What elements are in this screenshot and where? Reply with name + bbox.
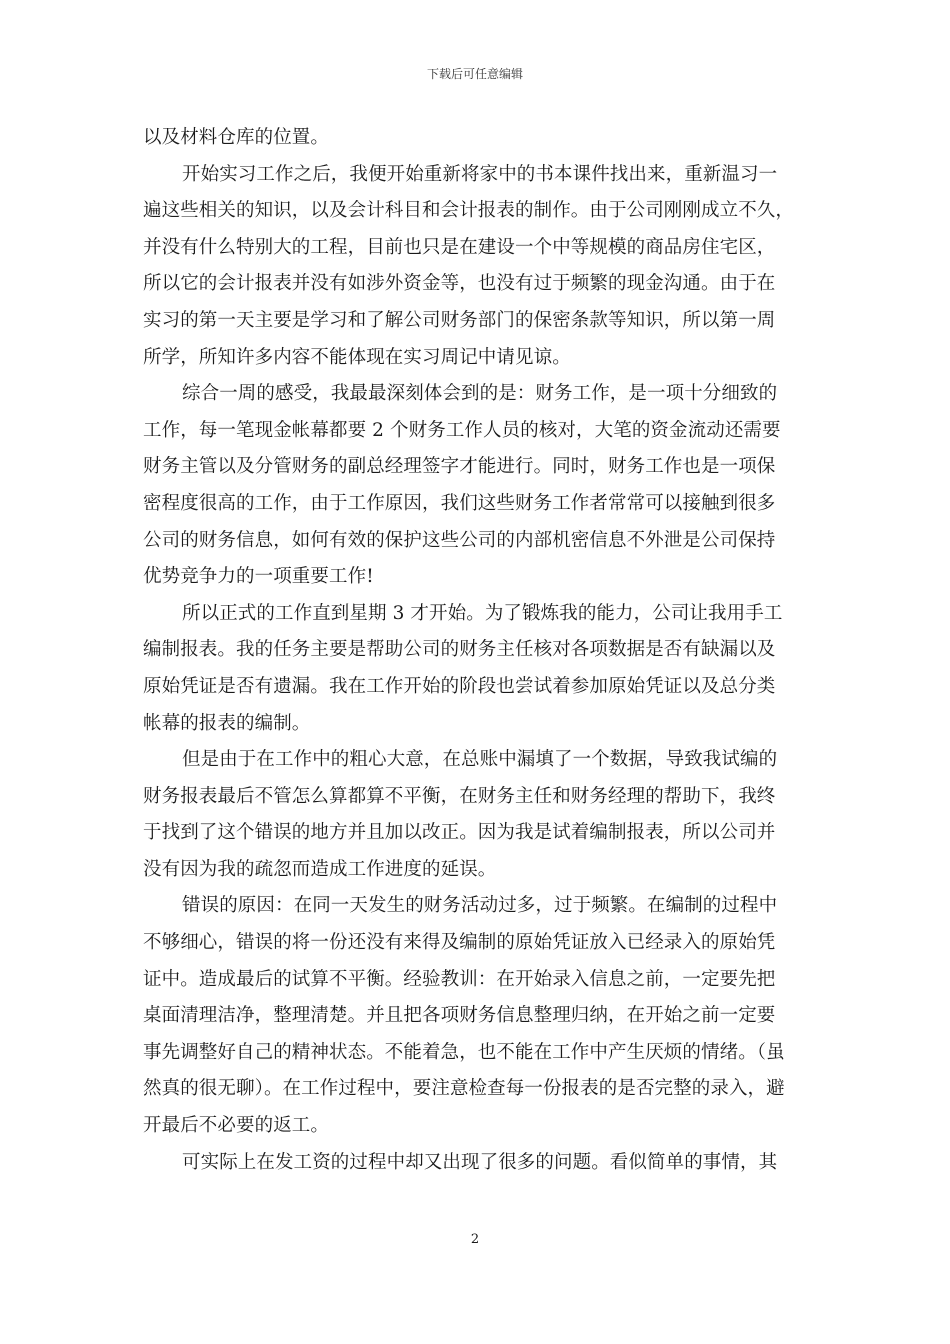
page-header: 下载后可任意编辑 [426, 67, 523, 81]
paragraph-7 [143, 1145, 809, 1182]
document-body [143, 120, 809, 1181]
text-line: 桌面清理洁净，整理清楚。并且把各项财务信息整理归纳，在开始之前一定要 [143, 1005, 776, 1027]
paragraph-6 [143, 888, 809, 1144]
text-line: 开最后不必要的返工。 [143, 1115, 330, 1137]
text-line: 密程度很高的工作，由于工作原因，我们这些财务工作者常常可以接触到很多 [143, 492, 776, 514]
text-line: 所以正式的工作直到星期 3 才开始。为了锻炼我的能力，公司让我用手工 [182, 602, 783, 624]
text-line: 编制报表。我的任务主要是帮助公司的财务主任核对各项数据是否有缺漏以及 [143, 639, 776, 661]
text-line: 优势竞争力的一项重要工作! [143, 566, 374, 588]
text-line: 事先调整好自己的精神状态。不能着急，也不能在工作中产生厌烦的情绪。（虽 [143, 1041, 785, 1063]
text-line: 并没有什么特别大的工程，目前也只是在建设一个中等规模的商品房住宅区， [143, 236, 776, 258]
text-line: 工作，每一笔现金帐幕都要 2 个财务工作人员的核对，大笔的资金流动还需要 [143, 419, 781, 441]
text-line: 可实际上在发工资的过程中却又出现了很多的问题。看似简单的事情，其 [182, 1151, 778, 1173]
text-line: 然真的很无聊）。在工作过程中，要注意检查每一份报表的是否完整的录入，避 [143, 1078, 785, 1100]
text-line: 证中。造成最后的试算不平衡。经验教训：在开始录入信息之前，一定要先把 [143, 968, 776, 990]
text-line: 原始凭证是否有遗漏。我在工作开始的阶段也尝试着参加原始凭证以及总分类 [143, 675, 776, 697]
paragraph-2 [143, 157, 809, 377]
text-line: 开始实习工作之后，我便开始重新将家中的书本课件找出来，重新温习一 [182, 163, 778, 185]
text-line: 错误的原因：在同一天发生的财务活动过多，过于频繁。在编制的过程中 [182, 895, 778, 917]
text-line: 财务报表最后不管怎么算都算不平衡，在财务主任和财务经理的帮助下，我终 [143, 785, 776, 807]
paragraph-4 [143, 596, 809, 742]
text-line: 于找到了这个错误的地方并且加以改正。因为我是试着编制报表，所以公司并 [143, 822, 776, 844]
text-line: 遍这些相关的知识，以及会计科目和会计报表的制作。由于公司刚刚成立不久， [143, 200, 795, 222]
paragraph-1 [143, 120, 809, 157]
text-line: 以及材料仓库的位置。 [143, 127, 330, 148]
text-line: 但是由于在工作中的粗心大意，在总账中漏填了一个数据，导致我试编的 [182, 749, 778, 771]
page-number: 2 [470, 1232, 480, 1247]
text-line: 帐幕的报表的编制。 [143, 712, 311, 734]
text-line: 不够细心，错误的将一份还没有来得及编制的原始凭证放入已经录入的原始凭 [143, 932, 776, 954]
text-line: 财务主管以及分管财务的副总经理签字才能进行。同时，财务工作也是一项保 [143, 456, 776, 478]
paragraph-5 [143, 742, 809, 888]
text-line: 没有因为我的疏忽而造成工作进度的延误。 [143, 858, 497, 880]
text-line: 所以它的会计报表并没有如涉外资金等，也没有过于频繁的现金沟通。由于在 [143, 273, 776, 295]
text-line: 公司的财务信息，如何有效的保护这些公司的内部机密信息不外泄是公司保持 [143, 529, 776, 551]
text-line: 所学，所知许多内容不能体现在实习周记中请见谅。 [143, 346, 571, 368]
text-line: 实习的第一天主要是学习和了解公司财务部门的保密条款等知识，所以第一周 [143, 309, 776, 331]
text-line: 综合一周的感受，我最最深刻体会到的是：财务工作，是一项十分细致的 [182, 383, 778, 405]
paragraph-3 [143, 376, 809, 596]
